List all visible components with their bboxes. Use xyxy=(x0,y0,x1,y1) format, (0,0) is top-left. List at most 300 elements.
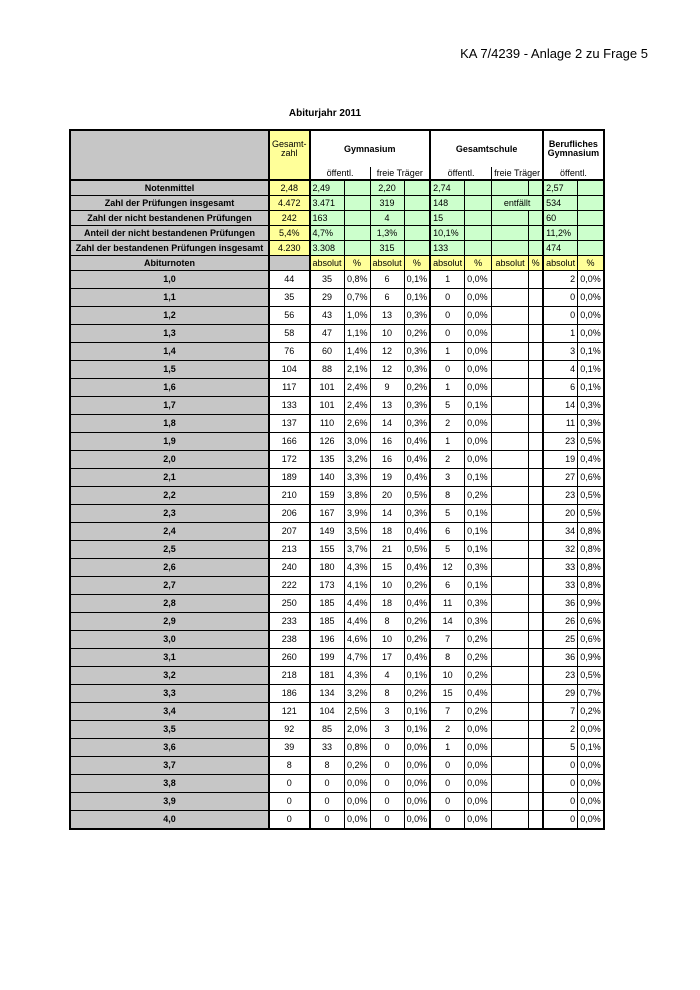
grade-ges-freie-absolut xyxy=(492,577,529,595)
grade-total: 172 xyxy=(269,451,310,469)
grade-ges-freie-percent xyxy=(529,433,544,451)
summary-gym-oeffentl: 2,49 xyxy=(310,180,345,196)
summary-label: Anteil der nicht bestandenen Prüfungen xyxy=(70,226,269,241)
grade-gym-oeffentl-absolut: 181 xyxy=(310,667,345,685)
grade-total: 222 xyxy=(269,577,310,595)
grade-beruf-absolut: 23 xyxy=(543,667,578,685)
grade-gym-freie-absolut: 10 xyxy=(370,577,404,595)
grade-gym-freie-absolut: 16 xyxy=(370,433,404,451)
grade-gym-freie-absolut: 14 xyxy=(370,415,404,433)
grade-gym-freie-percent: 0,3% xyxy=(404,343,430,361)
grade-gym-oeffentl-absolut: 185 xyxy=(310,613,345,631)
grade-gym-oeffentl-percent: 3,2% xyxy=(344,451,370,469)
grade-ges-oeffentl-percent: 0,0% xyxy=(465,775,492,793)
grade-ges-oeffentl-percent: 0,0% xyxy=(465,271,492,289)
summary-ges-oeffentl-pct xyxy=(465,241,492,256)
grade-ges-freie-percent xyxy=(529,559,544,577)
grade-beruf-percent: 0,8% xyxy=(578,577,604,595)
grade-row xyxy=(70,649,604,667)
grade-beruf-percent: 0,0% xyxy=(578,775,604,793)
grade-gym-freie-percent: 0,4% xyxy=(404,451,430,469)
grade-ges-freie-percent xyxy=(529,361,544,379)
grade-beruf-percent: 0,9% xyxy=(578,649,604,667)
grade-gym-freie-percent: 0,3% xyxy=(404,307,430,325)
grade-ges-freie-percent xyxy=(529,631,544,649)
grade-note: 2,1 xyxy=(70,469,269,487)
grade-beruf-absolut: 4 xyxy=(543,361,578,379)
grade-beruf-absolut: 23 xyxy=(543,487,578,505)
grade-gym-oeffentl-absolut: 88 xyxy=(310,361,345,379)
grade-gym-oeffentl-percent: 4,3% xyxy=(344,559,370,577)
grade-gym-freie-percent: 0,2% xyxy=(404,577,430,595)
grade-row xyxy=(70,775,604,793)
grade-gym-freie-absolut: 4 xyxy=(370,667,404,685)
grade-note: 1,0 xyxy=(70,271,269,289)
grade-row xyxy=(70,451,604,469)
grade-gym-freie-absolut: 13 xyxy=(370,307,404,325)
grade-ges-oeffentl-absolut: 0 xyxy=(430,757,465,775)
grade-ges-oeffentl-percent: 0,3% xyxy=(465,595,492,613)
grade-row xyxy=(70,469,604,487)
summary-total: 2,48 xyxy=(269,180,310,196)
grade-row xyxy=(70,415,604,433)
grade-beruf-percent: 0,2% xyxy=(578,703,604,721)
grade-gym-freie-percent: 0,2% xyxy=(404,613,430,631)
grade-note: 1,5 xyxy=(70,361,269,379)
grade-beruf-percent: 0,1% xyxy=(578,739,604,757)
grade-beruf-absolut: 0 xyxy=(543,289,578,307)
grade-note: 2,7 xyxy=(70,577,269,595)
grade-note: 1,2 xyxy=(70,307,269,325)
grade-ges-freie-percent xyxy=(529,505,544,523)
summary-gym-oeffentl: 163 xyxy=(310,211,345,226)
summary-label: Notenmittel xyxy=(70,180,269,196)
grade-note: 3,1 xyxy=(70,649,269,667)
grade-row xyxy=(70,757,604,775)
grade-ges-freie-absolut xyxy=(492,343,529,361)
grade-total: 233 xyxy=(269,613,310,631)
grade-gym-freie-absolut: 0 xyxy=(370,739,404,757)
grade-note: 1,4 xyxy=(70,343,269,361)
grade-gym-freie-absolut: 0 xyxy=(370,757,404,775)
grade-gym-freie-percent: 0,5% xyxy=(404,541,430,559)
grade-beruf-absolut: 32 xyxy=(543,541,578,559)
summary-total: 4.472 xyxy=(269,196,310,211)
grade-ges-oeffentl-percent: 0,0% xyxy=(465,721,492,739)
grade-gym-oeffentl-percent: 2,1% xyxy=(344,361,370,379)
grade-total: 206 xyxy=(269,505,310,523)
grade-gym-oeffentl-absolut: 126 xyxy=(310,433,345,451)
grade-gym-oeffentl-percent: 0,7% xyxy=(344,289,370,307)
grade-gym-oeffentl-percent: 2,6% xyxy=(344,415,370,433)
grade-total: 8 xyxy=(269,757,310,775)
grade-gym-freie-absolut: 12 xyxy=(370,361,404,379)
grade-ges-freie-absolut xyxy=(492,469,529,487)
grade-beruf-percent: 0,1% xyxy=(578,343,604,361)
grade-ges-freie-percent xyxy=(529,703,544,721)
grade-ges-freie-absolut xyxy=(492,649,529,667)
header-gymnasium: Gymnasium xyxy=(310,130,431,167)
grade-gym-freie-percent: 0,4% xyxy=(404,523,430,541)
summary-total: 5,4% xyxy=(269,226,310,241)
grade-gym-freie-absolut: 15 xyxy=(370,559,404,577)
summary-ges-freie xyxy=(492,180,529,196)
grade-gym-freie-absolut: 20 xyxy=(370,487,404,505)
grade-gym-freie-absolut: 8 xyxy=(370,685,404,703)
grade-row xyxy=(70,541,604,559)
grade-total: 207 xyxy=(269,523,310,541)
summary-gym-freie: 2,20 xyxy=(370,180,404,196)
grade-gym-oeffentl-absolut: 43 xyxy=(310,307,345,325)
grade-total: 133 xyxy=(269,397,310,415)
grade-beruf-percent: 0,8% xyxy=(578,559,604,577)
summary-ges-oeffentl-pct xyxy=(465,180,492,196)
grade-ges-freie-absolut xyxy=(492,433,529,451)
grade-ges-freie-percent xyxy=(529,343,544,361)
summary-ges-oeffentl: 133 xyxy=(430,241,465,256)
grade-gym-freie-percent: 0,2% xyxy=(404,325,430,343)
grade-row xyxy=(70,433,604,451)
grade-beruf-percent: 0,6% xyxy=(578,469,604,487)
summary-ges-oeffentl-pct xyxy=(465,226,492,241)
summary-gym-oeffentl-pct xyxy=(344,226,370,241)
grade-row xyxy=(70,487,604,505)
summary-label: Zahl der nicht bestandenen Prüfungen xyxy=(70,211,269,226)
grade-total: 35 xyxy=(269,289,310,307)
grade-beruf-absolut: 19 xyxy=(543,451,578,469)
grade-note: 2,6 xyxy=(70,559,269,577)
grade-total: 238 xyxy=(269,631,310,649)
grade-gym-freie-absolut: 3 xyxy=(370,703,404,721)
summary-beruf-oeffentl-pct xyxy=(578,226,604,241)
grade-row xyxy=(70,793,604,811)
grade-ges-oeffentl-absolut: 0 xyxy=(430,775,465,793)
grade-gym-oeffentl-absolut: 101 xyxy=(310,397,345,415)
grade-beruf-absolut: 11 xyxy=(543,415,578,433)
grade-ges-freie-percent xyxy=(529,541,544,559)
grade-ges-oeffentl-absolut: 6 xyxy=(430,577,465,595)
grade-beruf-absolut: 5 xyxy=(543,739,578,757)
grade-beruf-absolut: 26 xyxy=(543,613,578,631)
grade-ges-oeffentl-absolut: 1 xyxy=(430,379,465,397)
grade-ges-freie-absolut xyxy=(492,379,529,397)
grade-gym-freie-absolut: 17 xyxy=(370,649,404,667)
grade-ges-freie-percent xyxy=(529,523,544,541)
grade-total: 92 xyxy=(269,721,310,739)
grade-beruf-absolut: 23 xyxy=(543,433,578,451)
grade-gym-oeffentl-percent: 3,0% xyxy=(344,433,370,451)
grade-beruf-absolut: 27 xyxy=(543,469,578,487)
grade-beruf-absolut: 3 xyxy=(543,343,578,361)
grade-row xyxy=(70,397,604,415)
grade-gym-freie-percent: 0,1% xyxy=(404,289,430,307)
grade-gym-freie-percent: 0,4% xyxy=(404,559,430,577)
grade-gym-oeffentl-percent: 3,9% xyxy=(344,505,370,523)
grade-beruf-absolut: 0 xyxy=(543,775,578,793)
summary-ges-oeffentl: 15 xyxy=(430,211,465,226)
grade-ges-freie-absolut xyxy=(492,541,529,559)
grade-ges-freie-percent xyxy=(529,595,544,613)
grade-ges-freie-absolut xyxy=(492,793,529,811)
grade-total: 76 xyxy=(269,343,310,361)
grade-total: 0 xyxy=(269,811,310,830)
grade-row xyxy=(70,811,604,830)
grade-ges-oeffentl-percent: 0,2% xyxy=(465,667,492,685)
grade-ges-freie-percent xyxy=(529,721,544,739)
grade-beruf-percent: 0,0% xyxy=(578,325,604,343)
grade-row xyxy=(70,523,604,541)
grade-gym-oeffentl-percent: 4,1% xyxy=(344,577,370,595)
summary-label: Zahl der Prüfungen insgesamt xyxy=(70,196,269,211)
grade-ges-freie-absolut xyxy=(492,523,529,541)
grade-ges-oeffentl-absolut: 5 xyxy=(430,397,465,415)
grade-gym-oeffentl-absolut: 185 xyxy=(310,595,345,613)
grade-beruf-absolut: 25 xyxy=(543,631,578,649)
grades-header-label: Abiturnoten xyxy=(70,256,269,271)
grade-gym-freie-percent: 0,3% xyxy=(404,505,430,523)
grade-ges-oeffentl-absolut: 2 xyxy=(430,721,465,739)
grade-gym-freie-absolut: 12 xyxy=(370,343,404,361)
grade-ges-oeffentl-absolut: 7 xyxy=(430,631,465,649)
grade-ges-freie-percent xyxy=(529,811,544,830)
grade-ges-oeffentl-absolut: 1 xyxy=(430,343,465,361)
grade-ges-freie-percent xyxy=(529,307,544,325)
summary-ges-oeffentl-pct xyxy=(465,196,492,211)
grade-gym-freie-percent: 0,0% xyxy=(404,793,430,811)
grade-ges-freie-percent xyxy=(529,739,544,757)
grade-ges-freie-percent xyxy=(529,685,544,703)
grade-beruf-percent: 0,4% xyxy=(578,451,604,469)
grade-gym-freie-percent: 0,1% xyxy=(404,667,430,685)
grade-ges-oeffentl-percent: 0,0% xyxy=(465,739,492,757)
grade-note: 1,9 xyxy=(70,433,269,451)
grade-ges-freie-percent xyxy=(529,577,544,595)
grade-gym-freie-absolut: 10 xyxy=(370,325,404,343)
summary-ges-freie-pct xyxy=(529,241,544,256)
summary-gym-oeffentl-pct xyxy=(344,211,370,226)
grades-header-beruf-oeffentl-absolut: absolut xyxy=(543,256,578,271)
grade-beruf-absolut: 36 xyxy=(543,595,578,613)
grade-ges-oeffentl-percent: 0,1% xyxy=(465,505,492,523)
header-label-cell xyxy=(70,130,269,167)
summary-ges-oeffentl: 10,1% xyxy=(430,226,465,241)
grade-gym-oeffentl-absolut: 196 xyxy=(310,631,345,649)
grade-ges-oeffentl-absolut: 0 xyxy=(430,793,465,811)
grade-beruf-percent: 0,5% xyxy=(578,505,604,523)
summary-gym-oeffentl: 4,7% xyxy=(310,226,345,241)
grade-beruf-percent: 0,5% xyxy=(578,433,604,451)
grade-ges-oeffentl-percent: 0,2% xyxy=(465,487,492,505)
grade-gym-freie-absolut: 0 xyxy=(370,811,404,830)
grade-ges-freie-absolut xyxy=(492,487,529,505)
grade-total: 0 xyxy=(269,775,310,793)
grade-beruf-percent: 0,0% xyxy=(578,289,604,307)
grade-beruf-absolut: 36 xyxy=(543,649,578,667)
grade-gym-oeffentl-absolut: 199 xyxy=(310,649,345,667)
grade-note: 1,3 xyxy=(70,325,269,343)
summary-beruf-oeffentl-pct xyxy=(578,241,604,256)
grade-total: 260 xyxy=(269,649,310,667)
header-ges-oeffentl: öffentl. xyxy=(430,167,492,180)
grade-note: 2,8 xyxy=(70,595,269,613)
summary-gym-oeffentl-pct xyxy=(344,196,370,211)
summary-gym-freie: 4 xyxy=(370,211,404,226)
grade-beruf-percent: 0,0% xyxy=(578,757,604,775)
grade-gym-oeffentl-absolut: 29 xyxy=(310,289,345,307)
grade-gym-freie-absolut: 10 xyxy=(370,631,404,649)
grade-beruf-absolut: 6 xyxy=(543,379,578,397)
summary-beruf-oeffentl: 474 xyxy=(543,241,578,256)
grade-gym-freie-absolut: 9 xyxy=(370,379,404,397)
summary-gym-oeffentl: 3.471 xyxy=(310,196,345,211)
grade-row xyxy=(70,613,604,631)
grade-ges-freie-absolut xyxy=(492,559,529,577)
grade-note: 3,3 xyxy=(70,685,269,703)
grade-beruf-percent: 0,0% xyxy=(578,721,604,739)
grade-gym-oeffentl-percent: 4,7% xyxy=(344,649,370,667)
grade-gym-freie-absolut: 8 xyxy=(370,613,404,631)
grade-gym-freie-percent: 0,4% xyxy=(404,595,430,613)
grade-gym-oeffentl-percent: 3,7% xyxy=(344,541,370,559)
grade-beruf-percent: 0,0% xyxy=(578,271,604,289)
grade-beruf-absolut: 2 xyxy=(543,271,578,289)
grades-header-gym-oeffentl-absolut: absolut xyxy=(310,256,345,271)
grade-ges-freie-absolut xyxy=(492,667,529,685)
grade-gym-oeffentl-absolut: 155 xyxy=(310,541,345,559)
grade-gym-freie-absolut: 0 xyxy=(370,775,404,793)
grade-ges-oeffentl-percent: 0,3% xyxy=(465,559,492,577)
grade-gym-oeffentl-absolut: 135 xyxy=(310,451,345,469)
grade-gym-oeffentl-percent: 1,1% xyxy=(344,325,370,343)
grade-ges-oeffentl-absolut: 14 xyxy=(430,613,465,631)
grade-ges-freie-percent xyxy=(529,793,544,811)
header-gesamtzahl: Gesamt-zahl xyxy=(269,130,310,167)
grade-beruf-percent: 0,1% xyxy=(578,361,604,379)
grade-ges-freie-absolut xyxy=(492,325,529,343)
grade-beruf-percent: 0,0% xyxy=(578,793,604,811)
summary-gym-freie: 319 xyxy=(370,196,404,211)
grade-ges-freie-percent xyxy=(529,379,544,397)
grade-note: 2,9 xyxy=(70,613,269,631)
summary-beruf-oeffentl-pct xyxy=(578,196,604,211)
grade-gym-oeffentl-absolut: 134 xyxy=(310,685,345,703)
grade-gym-oeffentl-absolut: 101 xyxy=(310,379,345,397)
grade-beruf-percent: 0,8% xyxy=(578,523,604,541)
grade-beruf-percent: 0,5% xyxy=(578,487,604,505)
grade-gym-freie-absolut: 0 xyxy=(370,793,404,811)
grade-beruf-percent: 0,3% xyxy=(578,397,604,415)
grade-gym-freie-percent: 0,5% xyxy=(404,487,430,505)
grade-ges-freie-percent xyxy=(529,325,544,343)
grade-ges-oeffentl-percent: 0,1% xyxy=(465,523,492,541)
summary-row xyxy=(70,226,604,241)
grade-gym-oeffentl-absolut: 140 xyxy=(310,469,345,487)
grade-row xyxy=(70,559,604,577)
grade-gym-freie-percent: 0,0% xyxy=(404,757,430,775)
grade-ges-freie-absolut xyxy=(492,739,529,757)
grade-row xyxy=(70,685,604,703)
summary-ges-freie-entfaellt: entfällt xyxy=(492,196,544,211)
grade-ges-oeffentl-percent: 0,0% xyxy=(465,379,492,397)
grade-ges-oeffentl-percent: 0,0% xyxy=(465,325,492,343)
grade-ges-oeffentl-percent: 0,0% xyxy=(465,451,492,469)
grade-note: 1,7 xyxy=(70,397,269,415)
header-ges-freie-traeger: freie Träger xyxy=(492,167,544,180)
grade-gym-oeffentl-percent: 0,0% xyxy=(344,811,370,830)
grade-beruf-percent: 0,1% xyxy=(578,379,604,397)
grade-row xyxy=(70,361,604,379)
grade-gym-freie-percent: 0,4% xyxy=(404,469,430,487)
grade-ges-oeffentl-percent: 0,0% xyxy=(465,433,492,451)
summary-gym-freie: 1,3% xyxy=(370,226,404,241)
grade-ges-oeffentl-absolut: 11 xyxy=(430,595,465,613)
grade-beruf-absolut: 29 xyxy=(543,685,578,703)
grade-ges-oeffentl-absolut: 1 xyxy=(430,271,465,289)
grade-note: 2,0 xyxy=(70,451,269,469)
grade-ges-freie-absolut xyxy=(492,451,529,469)
summary-gym-freie: 315 xyxy=(370,241,404,256)
grade-gym-oeffentl-percent: 0,8% xyxy=(344,739,370,757)
grade-gym-freie-percent: 0,3% xyxy=(404,397,430,415)
grade-ges-oeffentl-absolut: 0 xyxy=(430,361,465,379)
grade-note: 2,2 xyxy=(70,487,269,505)
grade-gym-oeffentl-absolut: 167 xyxy=(310,505,345,523)
grade-gym-freie-absolut: 13 xyxy=(370,397,404,415)
grade-beruf-absolut: 33 xyxy=(543,577,578,595)
grade-total: 39 xyxy=(269,739,310,757)
grade-ges-freie-absolut xyxy=(492,757,529,775)
grades-header-ges-freie-absolut: absolut xyxy=(492,256,529,271)
grade-gym-oeffentl-absolut: 60 xyxy=(310,343,345,361)
grade-total: 250 xyxy=(269,595,310,613)
grade-note: 1,8 xyxy=(70,415,269,433)
grade-beruf-percent: 0,0% xyxy=(578,811,604,830)
grade-total: 56 xyxy=(269,307,310,325)
grade-beruf-absolut: 14 xyxy=(543,397,578,415)
grade-gym-oeffentl-percent: 1,0% xyxy=(344,307,370,325)
summary-gym-oeffentl-pct xyxy=(344,241,370,256)
grade-beruf-absolut: 1 xyxy=(543,325,578,343)
summary-beruf-oeffentl: 2,57 xyxy=(543,180,578,196)
summary-gym-freie-pct xyxy=(404,196,430,211)
grade-total: 213 xyxy=(269,541,310,559)
grade-gym-freie-percent: 0,4% xyxy=(404,649,430,667)
grade-row xyxy=(70,703,604,721)
grade-gym-oeffentl-absolut: 173 xyxy=(310,577,345,595)
grade-ges-freie-absolut xyxy=(492,505,529,523)
grade-note: 3,9 xyxy=(70,793,269,811)
grade-note: 2,3 xyxy=(70,505,269,523)
summary-beruf-oeffentl: 534 xyxy=(543,196,578,211)
grades-header-ges-oeffentl-percent: % xyxy=(465,256,492,271)
grade-beruf-absolut: 33 xyxy=(543,559,578,577)
grade-gym-oeffentl-absolut: 33 xyxy=(310,739,345,757)
grade-ges-oeffentl-absolut: 15 xyxy=(430,685,465,703)
header-beruf-oeffentl: öffentl. xyxy=(543,167,604,180)
summary-gym-freie-pct xyxy=(404,211,430,226)
grade-row xyxy=(70,505,604,523)
grades-header-gym-freie-percent: % xyxy=(404,256,430,271)
grade-gym-freie-absolut: 6 xyxy=(370,271,404,289)
grade-note: 3,4 xyxy=(70,703,269,721)
summary-ges-freie-pct xyxy=(529,226,544,241)
grade-gym-oeffentl-absolut: 0 xyxy=(310,811,345,830)
grade-beruf-percent: 0,5% xyxy=(578,667,604,685)
grade-gym-freie-percent: 0,2% xyxy=(404,631,430,649)
grade-beruf-absolut: 34 xyxy=(543,523,578,541)
grade-ges-freie-absolut xyxy=(492,361,529,379)
grade-note: 4,0 xyxy=(70,811,269,830)
